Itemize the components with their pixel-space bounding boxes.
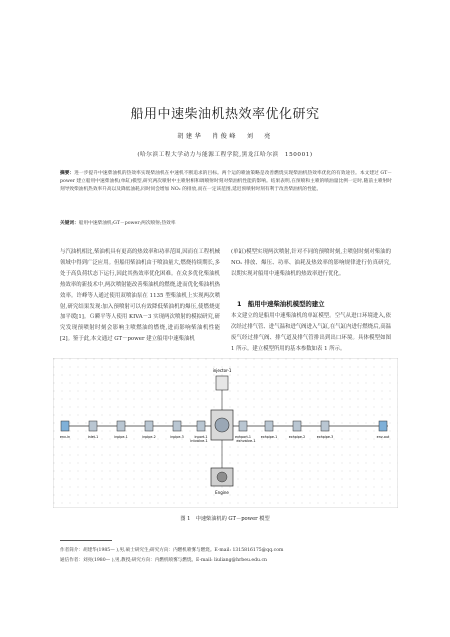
diagram-node-label: inlet-1 — [87, 435, 99, 439]
keywords — [60, 220, 392, 226]
model-diagram-svg — [53, 358, 398, 508]
diagram-node-label: exhpipe-1 — [260, 435, 278, 439]
engine-icon — [217, 472, 227, 482]
diagram-node-label: env-in — [59, 435, 71, 439]
authors: 胡建华 肖俊峰 刘 亮 — [177, 133, 273, 140]
section-body: 本文建立的是船用中速柴油机的单缸模型。空气从进口环境进入,依次经过排气管、进气温和进气阀进入气缸,在气缸内进行燃烧后,高温废气经过排气阀、排气道及排气管排出到出口环境。具体模型如图 1 所示。建立模型所用的基本参数如表 1 所示。 — [231, 313, 391, 352]
diagram-node-label: exhport-1 — [234, 435, 252, 439]
figure-caption: 图 1 中速柴油机的 GT－power 模型 — [180, 516, 270, 522]
diagram-node-env-in — [60, 421, 70, 439]
diagram-node-label: inpipe-1 — [114, 435, 128, 439]
diagram-node-label: exhpipe-2 — [288, 435, 306, 439]
figure-model-diagram — [53, 358, 398, 508]
intake-valve-label: intvalve-1 — [190, 439, 208, 443]
injector-icon — [216, 376, 228, 390]
diagram-node-label: inpipe-2 — [142, 435, 156, 439]
keywords-text: 船用中速柴油机;GT－power;两次喷射;热效率 — [78, 221, 176, 226]
affiliation: (哈尔滨工程大学动力与能源工程学院,黑龙江哈尔滨 150001) — [137, 152, 313, 158]
diagram-node-label: exhpipe-3 — [316, 435, 334, 439]
injector-label: injector-1 — [212, 368, 232, 373]
diagram-node-label: inpipe-3 — [170, 435, 184, 439]
footnote-rule — [60, 540, 112, 541]
paper-title: 船用中速柴油机热效率优化研究 — [130, 107, 320, 122]
body-column-2: (单缸)模型实现两次喷射,针对不同的预喷时刻,主喷射时刻对柴油的 NOₓ 排放、爆压、功率、油耗及热效率的影响规律进行仿真研究,以期实现对船用中速柴油机的热效率进行优化。 — [231, 249, 391, 277]
exhaust-valve-label: exhvalve-1 — [236, 439, 256, 443]
abstract-text: 进一步提升中速柴油机的热效率实现柴油机在中速机不断追求的目标。两个运的喷油策略是改善燃烧实现柴油机热效率优化的有效途径。本文建过 GT－power 建立船用中速柴油机(单缸)模型,研究两次喷射中主喷射相和调喷射时刻对柴油机性能的影响。结果表明,在预喷和主喷的喷油量比例一定时,随前主喷射时刻导致柴油机热效率升高以及降低油耗,同时同会增加 NOₓ 的排放,而在一定该范围,延迟预喷射时刻有利于改善柴油机的性能。 — [60, 171, 392, 193]
cylinder-icon — [215, 418, 229, 432]
abstract — [60, 170, 392, 195]
footnote-author: 作者简介：胡建华(1985— ),男,硕士研究生;研究方向：内燃机喷雾与燃烧。E-mail: 1315816175@qq.com — [60, 548, 284, 553]
diagram-node-inlet-1 — [88, 421, 99, 439]
engine-label: Engine — [215, 490, 229, 495]
body-column-1: 与汽油机相比,柴油机具有更高的热效率和功率范围,因而在工程机械领域中得到广泛应用。但船用柴油机由于喷油量大,燃烧持续期长,多处于高负荷状态下运行,因此其热效率优化困难。在众多优化柴油机热效率的新技术中,两次喷射能改善柴油机的燃烧,进而优化柴油机热效率。许峰等人通过使用双喷油泵在 1135 型柴油机上实现两次喷射,研究结果发现:加入预喷射可以有效降低柴油机的爆压,使燃烧更加平缓[1]。Ｇ瞬平等人使用 KIVA－3 实现两次喷射的模拟研究,研究发现预喷射时刻会影响主喷燃油的燃烧,进而影响柴油机性能[2]。鉴于此,本文通过 GT－power 建立船用中速柴油机 — [60, 249, 220, 343]
abstract-label: 摘要： — [60, 171, 75, 176]
section-heading: 1 船用中速柴油机模型的建立 — [237, 300, 325, 308]
footnote-corresponding: 通信作者：刘亮(1980— ),男,教授;研究方向：内燃机喷雾与燃烧。E-mail: liuliang@hrbeu.edu.cn — [60, 558, 267, 563]
diagram-node-label: env-out — [376, 435, 390, 439]
keywords-label: 关键词： — [60, 221, 79, 226]
diagram-node-label: inport-1 — [194, 435, 208, 439]
